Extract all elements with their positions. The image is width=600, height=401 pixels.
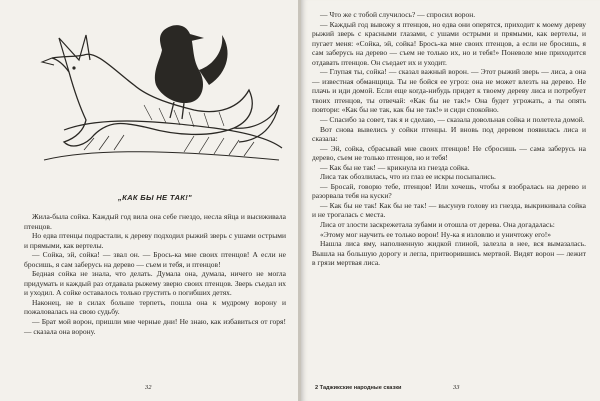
paragraph: «Этому мог научить ее только ворон! Ну-ка я изловлю и уничтожу его!» [320, 229, 551, 239]
left-page [0, 0, 299, 401]
paragraph: — Бросай, говорю тебе, птенцов! Или хочешь, чтобы я взобралась на дерево и разорвала тебя на куски? [312, 181, 586, 201]
signature-mark: 2 Таджикские народные сказки [315, 385, 402, 391]
paragraph: — Эй, сойка, сбрасывай мне своих птенцов! Не сбросишь — сама заберусь на дерево, съем не только птенцов, но и тебя! [312, 143, 586, 163]
story-title: „КАК БЫ НЕ ТАК!" [118, 193, 192, 202]
paragraph: — Что же с тобой случилось? — спросил ворон. [320, 10, 476, 19]
paragraph: — Брат мой ворон, пришли мне черные дни! Не знаю, как избавиться от горя! — сказала она ворону. [24, 317, 286, 336]
paragraph: Но едва птенцы подрастали, к дереву подходил рыжий зверь с ушами острыми и прямыми, как вертелы. [24, 231, 286, 250]
paragraph: Нашла лиса яму, наполненную жидкой глиной, залезла в нее, вся вымазалась. Вышла на большую дорогу и легла, притворившись мертвой. Видят ворон — лежит в грязи мертвая лиса. [312, 239, 586, 268]
paragraph: — Спасибо за совет, так я и сделаю, — сказала довольная сойка и полетела домой. [320, 115, 585, 125]
paragraph: — Глупая ты, сойка! — сказал важный ворон. — Этот рыжий зверь — лиса, а она — известная обманщица. Ты не бойся ее угроз: она не может влезть на дерево. Не плачь и иди домой. Если еще когда-нибудь придет к твоему дереву лиса и потребует твоих птенцов, ты отвечай: «Как бы не так!» Она будет угрожать, а ты опять повтори: «Как бы не так, как бы не так!» и сиди спокойно. [312, 67, 586, 115]
paragraph: — Как бы не так! — крикнула из гнезда сойка. [320, 162, 470, 172]
paragraph: — Как бы не так! Как бы не так! — высунув голову из гнезда, выкрикивала сойка и не трогалась с места. [312, 200, 586, 220]
right-page-text [312, 10, 586, 268]
page-number-right: 33 [453, 384, 460, 391]
paragraph: Жила-была сойка. Каждый год вила она себе гнездо, несла яйца и высиживала птенцов. [24, 212, 286, 231]
right-page [301, 0, 600, 401]
paragraph: Вот снова вывелись у сойки птенцы. И вновь под деревом появилась лиса и сказала: [312, 124, 586, 144]
paragraph: — Каждый год вывожу я птенцов, но едва они оперятся, приходит к моему дереву рыжий зверь с красными глазами, с ушами острыми и прямыми, как вертелы, и пугает меня: «Сойка, эй, сойка! Брось-ка мне своих птенцов, а если не бросишь, я сам заберусь на дерево — съем не только их, но и тебя!» Поневоле мне приходится отдавать птенцов. Он съедает их и уходит. [312, 19, 586, 67]
paragraph: Лиса так обозлилась, что из глаз ее искры посыпались. [320, 172, 496, 182]
paragraph: Лиса от злости заскрежетала зубами и отошла от дерева. Она догадалась: [320, 220, 555, 230]
paragraph: Бедная сойка не знала, что делать. Думала она, думала, ничего не могла придумать и каждый раз отдавала рыжему зверю своих птенцов. Зверь съедал их и уходил. А сойке оставалось только грустить о погибших детях. [24, 269, 286, 298]
fox-and-jay-illustration [24, 10, 286, 175]
paragraph: Наконец, не в силах больше терпеть, пошла она к мудрому ворону и пожаловалась на свою судьбу. [24, 297, 286, 317]
paragraph: — Сойка, эй, сойка! — звал он. — Брось-ка мне своих птенцов! А если не бросишь, я сам заберусь на дерево — съем и тебя, и птенцов! [24, 250, 286, 269]
left-page-text [24, 212, 286, 336]
page-number-left: 32 [145, 384, 152, 391]
